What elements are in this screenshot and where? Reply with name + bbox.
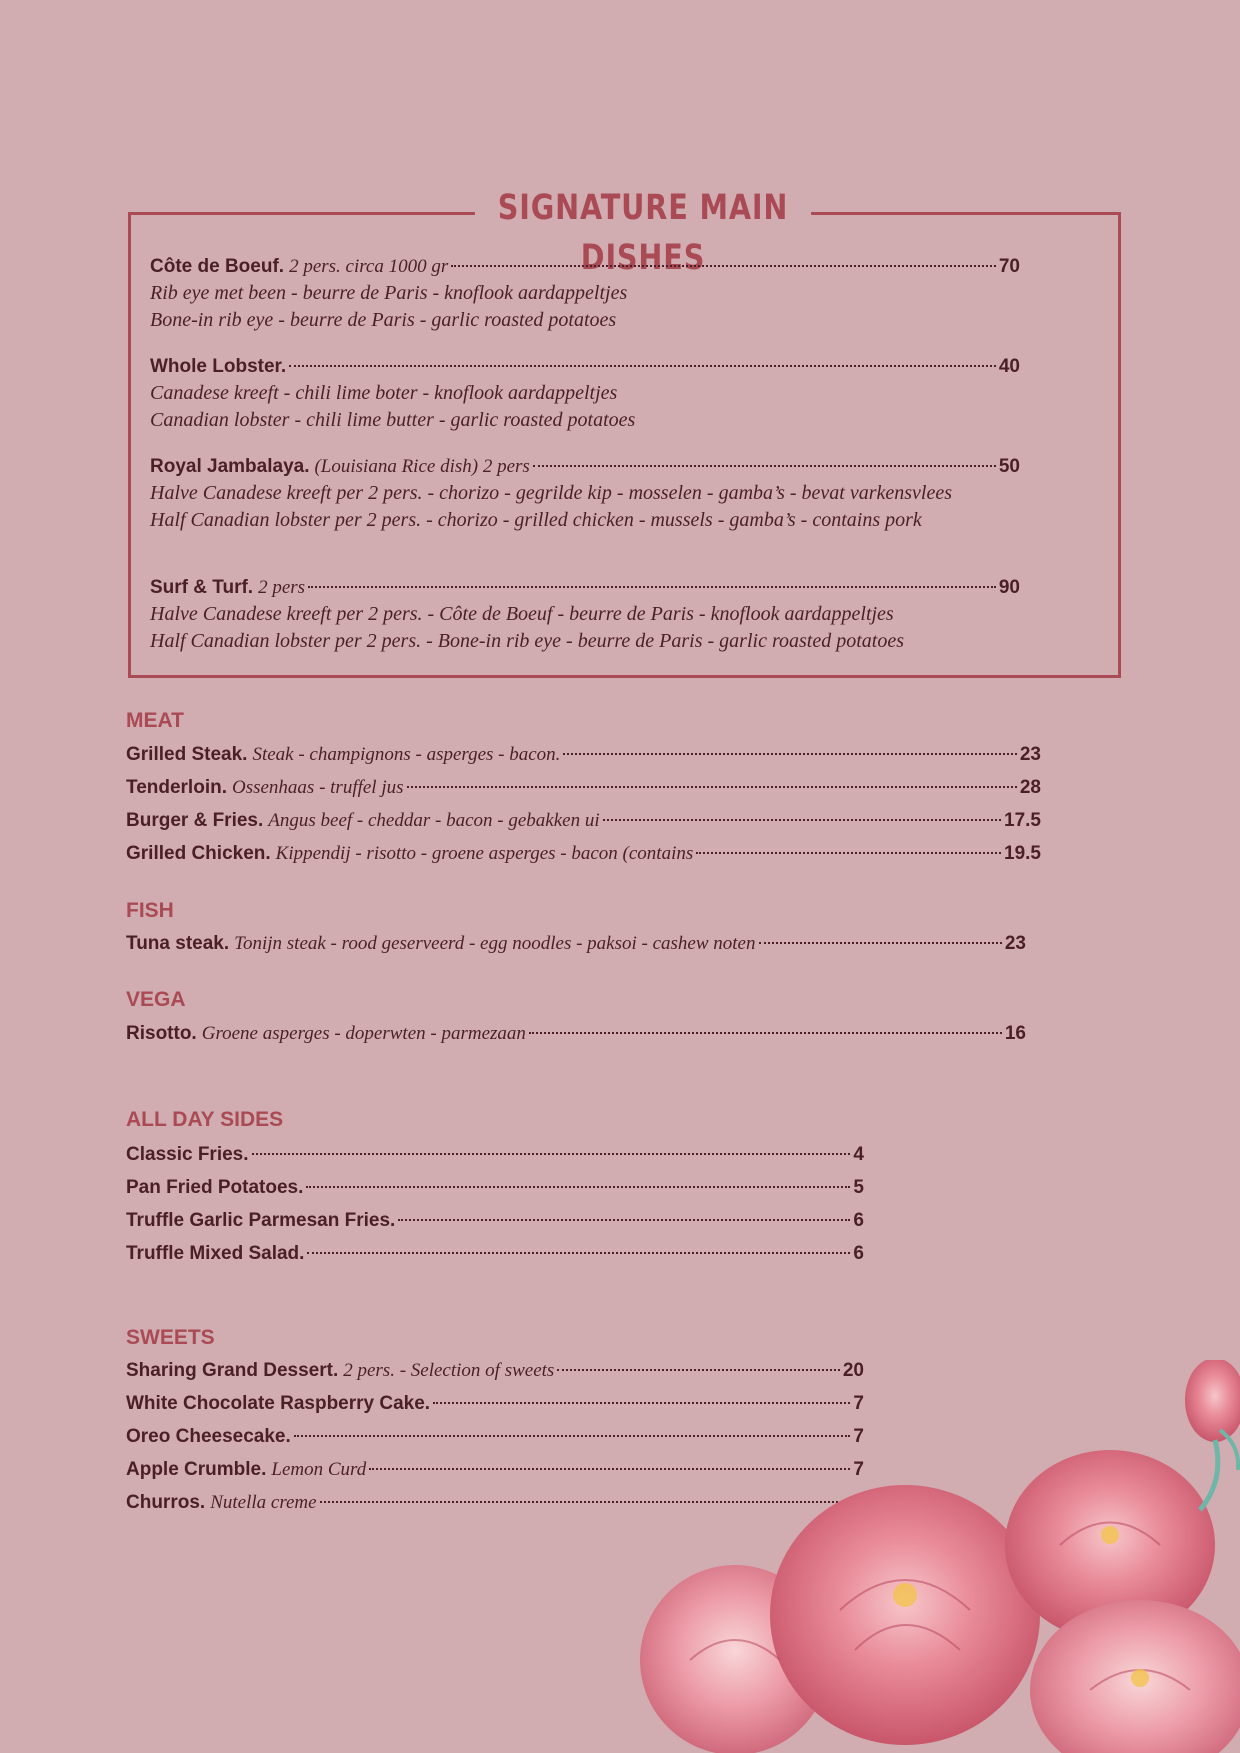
item-desc: Kippendij - risotto - groene asperges - bacon (contains — [275, 843, 694, 864]
item-name: Sharing Grand Dessert. — [126, 1360, 339, 1381]
item-name: Truffle Garlic Parmesan Fries. — [126, 1210, 396, 1231]
item-price: 17.5 — [1004, 810, 1041, 831]
item-name: Risotto. — [126, 1023, 197, 1044]
dot-leader — [451, 265, 996, 267]
item-name: White Chocolate Raspberry Cake. — [126, 1393, 431, 1414]
item-name: Truffle Mixed Salad. — [126, 1243, 305, 1264]
item-price: 7 — [853, 1393, 864, 1414]
menu-item-risotto — [126, 1021, 1026, 1047]
item-price: 16 — [1004, 1023, 1026, 1044]
item-price: 70 — [998, 256, 1020, 277]
item-price: 23 — [1004, 933, 1026, 954]
item-desc: Tonijn steak - rood geserveerd - egg noodles - paksoi - cashew noten — [234, 933, 756, 954]
dot-leader — [563, 753, 1016, 755]
item-price: 7 — [853, 1426, 864, 1447]
item-desc: 2 pers. circa 1000 gr — [289, 256, 449, 277]
menu-item-truffle-fries — [126, 1208, 864, 1234]
menu-item-pan-fried-potatoes — [126, 1175, 864, 1201]
dot-leader — [529, 1032, 1002, 1034]
menu-item-tenderloin — [126, 775, 1041, 801]
menu-item-burger-fries — [126, 808, 1041, 834]
item-desc: 2 pers — [258, 577, 306, 598]
dot-leader — [308, 586, 996, 588]
peony-bloom — [770, 1485, 1040, 1745]
item-price: 23 — [1019, 744, 1041, 765]
dot-leader — [307, 1252, 850, 1254]
dot-leader — [696, 852, 1001, 854]
item-name: Grilled Chicken. — [126, 843, 271, 864]
item-price: 19.5 — [1004, 843, 1041, 864]
section-title-vega: VEGA — [126, 988, 186, 1011]
item-name: Pan Fried Potatoes. — [126, 1177, 304, 1198]
item-name: Côte de Boeuf. — [150, 256, 285, 277]
section-title-meat: MEAT — [126, 709, 184, 732]
item-desc-en: Half Canadian lobster per 2 pers. - chorizo - grilled chicken - mussels - gamba’s - contains pork — [150, 509, 922, 531]
dot-leader — [252, 1153, 851, 1155]
signature-title: SIGNATURE MAIN DISHES — [475, 183, 811, 233]
dot-leader — [407, 786, 1017, 788]
peony-flowers-illustration — [640, 1360, 1240, 1753]
item-desc-en: Canadian lobster - chili lime butter - garlic roasted potatoes — [150, 409, 636, 431]
item-desc: Ossenhaas - truffel jus — [231, 777, 404, 798]
item-desc: (Louisiana Rice dish) 2 pers — [314, 456, 530, 477]
dot-leader — [603, 819, 1001, 821]
item-price: 40 — [998, 356, 1020, 377]
menu-item-truffle-salad — [126, 1241, 864, 1267]
item-name: Surf & Turf. — [150, 577, 254, 598]
item-desc-en: Half Canadian lobster per 2 pers. - Bone-in rib eye - beurre de Paris - garlic roasted potatoes — [150, 630, 904, 652]
item-name: Apple Crumble. — [126, 1459, 267, 1480]
item-desc: Groene asperges - doperwten - parmezaan — [201, 1023, 526, 1044]
item-price: 6 — [853, 1210, 864, 1231]
menu-item-whole-lobster — [150, 354, 1020, 434]
item-desc: Steak - champignons - asperges - bacon. — [252, 744, 561, 765]
item-name: Tuna steak. — [126, 933, 230, 954]
item-price: 7 — [853, 1459, 864, 1480]
menu-item-royal-jambalaya — [150, 454, 1020, 534]
item-desc: Nutella creme — [210, 1492, 317, 1513]
item-desc: Angus beef - cheddar - bacon - gebakken ui — [268, 810, 600, 831]
item-name: Burger & Fries. — [126, 810, 264, 831]
item-price: 28 — [1019, 777, 1041, 798]
menu-item-grilled-chicken — [126, 841, 1041, 867]
item-name: Classic Fries. — [126, 1144, 249, 1165]
dot-leader — [533, 465, 996, 467]
dot-leader — [759, 942, 1002, 944]
menu-item-surf-and-turf — [150, 575, 1020, 655]
item-desc: 2 pers. - Selection of sweets — [343, 1360, 555, 1381]
item-desc-en: Bone-in rib eye - beurre de Paris - garlic roasted potatoes — [150, 309, 617, 331]
item-price: 90 — [998, 577, 1020, 598]
item-name: Tenderloin. — [126, 777, 227, 798]
item-price: 4 — [853, 1144, 864, 1165]
item-desc-nl: Canadese kreeft - chili lime boter - knoflook aardappeltjes — [150, 382, 618, 404]
item-price: 50 — [998, 456, 1020, 477]
menu-item-classic-fries — [126, 1142, 864, 1168]
item-desc: Lemon Curd — [271, 1459, 367, 1480]
section-title-sides: ALL DAY SIDES — [126, 1108, 284, 1131]
item-name: Royal Jambalaya. — [150, 456, 310, 477]
item-price: 20 — [842, 1360, 864, 1381]
section-title-fish: FISH — [126, 899, 174, 922]
item-name: Churros. — [126, 1492, 206, 1513]
menu-item-grilled-steak — [126, 742, 1041, 768]
dot-leader — [306, 1186, 850, 1188]
peony-bud — [1185, 1360, 1240, 1442]
item-desc-nl: Halve Canadese kreeft per 2 pers. - Côte de Boeuf - beurre de Paris - knoflook aardappeltjes — [150, 603, 894, 625]
dot-leader — [398, 1219, 850, 1221]
item-name: Grilled Steak. — [126, 744, 248, 765]
section-title-sweets: SWEETS — [126, 1326, 215, 1349]
item-name: Oreo Cheesecake. — [126, 1426, 291, 1447]
dot-leader — [289, 365, 996, 367]
item-price: 6 — [853, 1243, 864, 1264]
item-price: 5 — [853, 1177, 864, 1198]
menu-item-cote-de-boeuf — [150, 254, 1020, 334]
item-name: Whole Lobster. — [150, 356, 287, 377]
item-desc-nl: Rib eye met been - beurre de Paris - knoflook aardappeltjes — [150, 282, 628, 304]
item-desc-nl: Halve Canadese kreeft per 2 pers. - chorizo - gegrilde kip - mosselen - gamba’s - bevat varkensvlees — [150, 482, 953, 504]
menu-item-tuna-steak — [126, 931, 1026, 957]
leaf-stem — [1200, 1440, 1218, 1510]
